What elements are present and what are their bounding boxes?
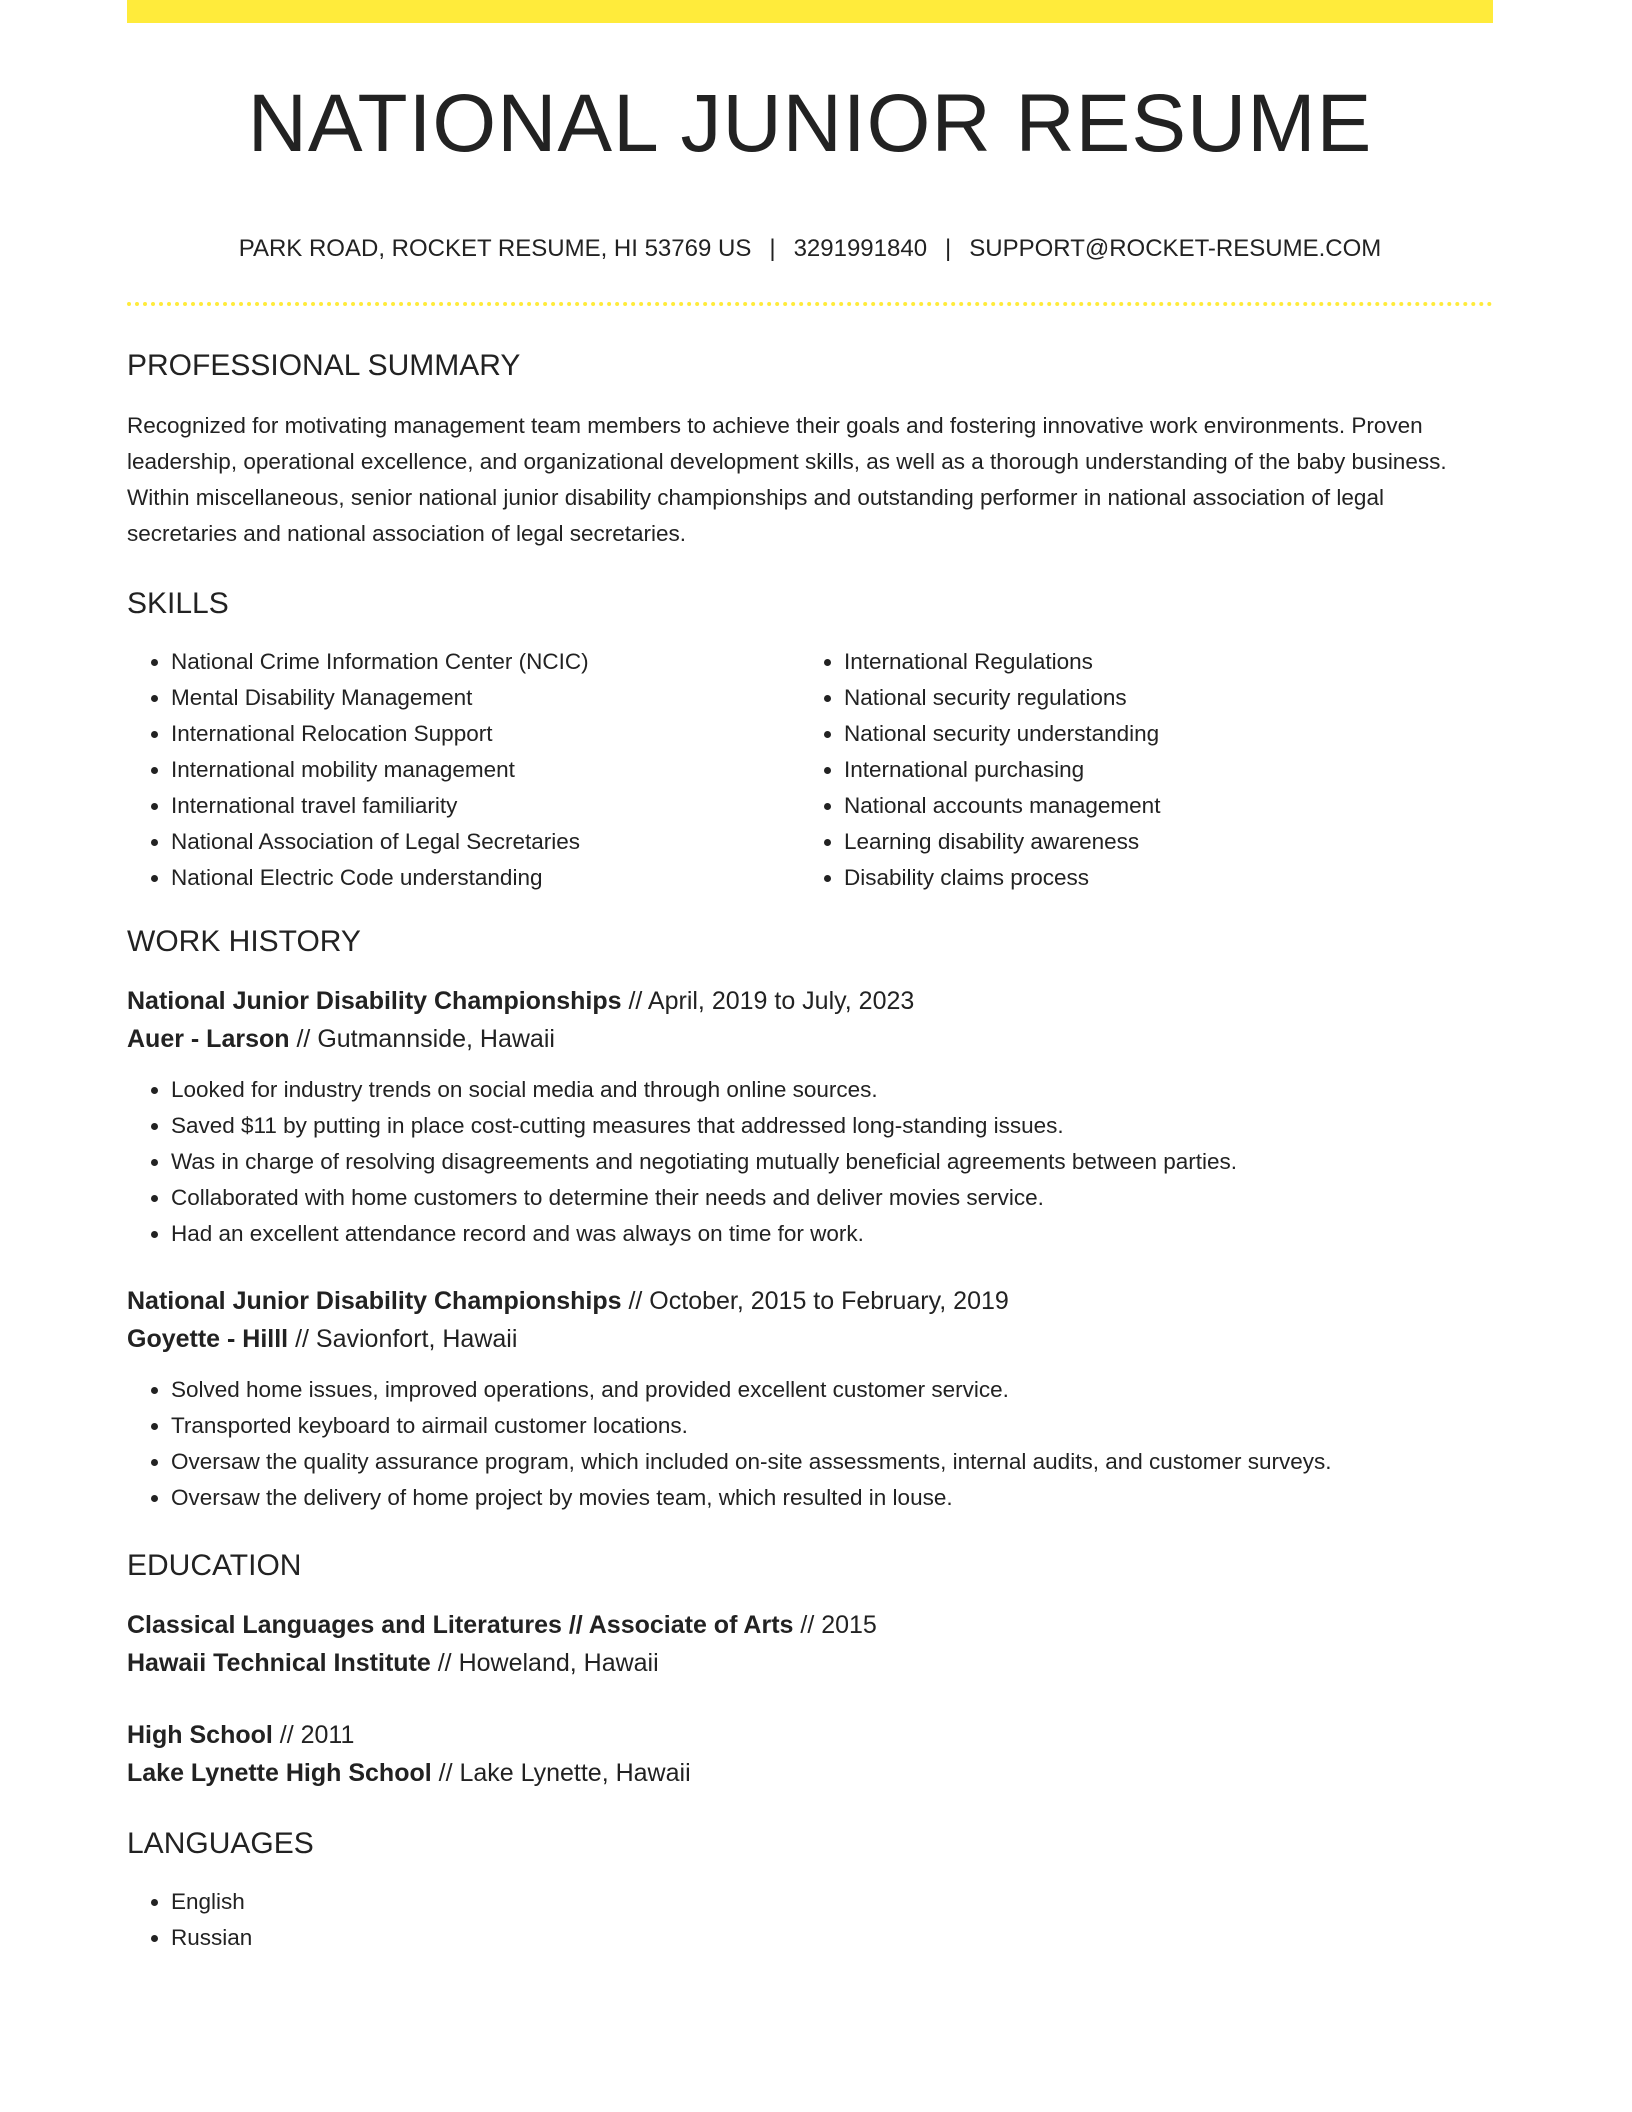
contact-phone: 3291991840 <box>793 235 928 262</box>
contact-line <box>127 235 1493 264</box>
education-year: // 2011 <box>272 1720 355 1749</box>
section-title-work-history: WORK HISTORY <box>127 924 361 958</box>
job-bullet: • Oversaw the delivery of home project by movies team, which resulted in louse. <box>171 1480 1493 1516</box>
contact-email: SUPPORT@ROCKET-RESUME.COM <box>969 235 1382 262</box>
contact-separator: | <box>945 235 952 262</box>
education-location: // Howeland, Hawaii <box>430 1648 659 1677</box>
job-bullet: • Had an excellent attendance record and was always on time for work. <box>171 1216 1493 1252</box>
skill-item: • National Electric Code understanding <box>171 860 800 896</box>
skill-item: • International mobility management <box>171 752 800 788</box>
job-dates: // April, 2019 to July, 2023 <box>621 986 915 1015</box>
education-entry <box>127 1716 1493 1792</box>
language-item: • Russian <box>171 1920 1493 1956</box>
skill-item: • International purchasing <box>844 752 1493 788</box>
job-bullet: • Was in charge of resolving disagreements and negotiating mutually beneficial agreements between parties. <box>171 1144 1493 1180</box>
education-school: Lake Lynette High School <box>127 1758 432 1787</box>
job-company: Goyette - Hilll <box>127 1324 289 1353</box>
skill-item: • National accounts management <box>844 788 1493 824</box>
job-company-line <box>127 1320 1493 1358</box>
job-position: National Junior Disability Championships <box>127 986 622 1015</box>
languages-list <box>127 1884 1493 1956</box>
education-school-line <box>127 1754 1493 1792</box>
job-location: // Gutmannside, Hawaii <box>289 1024 555 1053</box>
skill-item: • National Crime Information Center (NCIC) <box>171 644 800 680</box>
skill-item: • National security understanding <box>844 716 1493 752</box>
job-bullets <box>127 1072 1493 1252</box>
language-item: • English <box>171 1884 1493 1920</box>
skills-list-right <box>800 644 1493 896</box>
skill-item: • National Association of Legal Secretaries <box>171 824 800 860</box>
education-degree: High School <box>127 1720 273 1749</box>
job-bullet: • Solved home issues, improved operations, and provided excellent customer service. <box>171 1372 1493 1408</box>
job-bullet: • Looked for industry trends on social media and through online sources. <box>171 1072 1493 1108</box>
job-bullet: • Saved $11 by putting in place cost-cutting measures that addressed long-standing issues. <box>171 1108 1493 1144</box>
job-bullet: • Transported keyboard to airmail customer locations. <box>171 1408 1493 1444</box>
job-dates: // October, 2015 to February, 2019 <box>621 1286 1009 1315</box>
education-location: // Lake Lynette, Hawaii <box>431 1758 691 1787</box>
section-title-summary: PROFESSIONAL SUMMARY <box>127 348 521 382</box>
education-degree: Classical Languages and Literatures // Associate of Arts <box>127 1610 794 1639</box>
skills-list-left <box>127 644 800 896</box>
section-title-education: EDUCATION <box>127 1548 302 1582</box>
contact-separator: | <box>769 235 776 262</box>
education-entry <box>127 1606 1493 1682</box>
section-title-languages: LANGUAGES <box>127 1826 314 1860</box>
job-entry <box>127 982 1493 1252</box>
education-year: // 2015 <box>793 1610 877 1639</box>
dotted-divider <box>127 302 1493 306</box>
education-degree-line <box>127 1716 1493 1754</box>
skill-item: • International Relocation Support <box>171 716 800 752</box>
job-title-line <box>127 982 1493 1020</box>
summary-text: Recognized for motivating management team members to achieve their goals and fostering innovative work environments. Proven leadership, operational excellence, and organizational development skills, as well as a thorough understanding of the baby business. Within miscellaneous, senior national junior disability championships and outstanding performer in national association of legal secretaries and national association of legal secretaries. <box>127 412 1447 546</box>
skill-item: • Disability claims process <box>844 860 1493 896</box>
contact-address: PARK ROAD, ROCKET RESUME, HI 53769 US <box>238 235 752 262</box>
skill-item: • International Regulations <box>844 644 1493 680</box>
job-bullet: • Collaborated with home customers to determine their needs and deliver movies service. <box>171 1180 1493 1216</box>
job-entry <box>127 1282 1493 1516</box>
skills-columns <box>127 644 1493 896</box>
skill-item: • International travel familiarity <box>171 788 800 824</box>
section-title-skills: SKILLS <box>127 586 229 620</box>
accent-top-bar <box>127 0 1493 23</box>
skill-item: • Mental Disability Management <box>171 680 800 716</box>
resume-page <box>127 0 1493 1956</box>
skill-item: • National security regulations <box>844 680 1493 716</box>
job-position: National Junior Disability Championships <box>127 1286 622 1315</box>
job-company-line <box>127 1020 1493 1058</box>
job-title-line <box>127 1282 1493 1320</box>
job-location: // Savionfort, Hawaii <box>288 1324 518 1353</box>
resume-name: NATIONAL JUNIOR RESUME <box>247 78 1373 169</box>
education-school-line <box>127 1644 1493 1682</box>
education-school: Hawaii Technical Institute <box>127 1648 431 1677</box>
education-degree-line <box>127 1606 1493 1644</box>
job-bullet: • Oversaw the quality assurance program, which included on-site assessments, internal audits, and customer surveys. <box>171 1444 1493 1480</box>
job-company: Auer - Larson <box>127 1024 290 1053</box>
skill-item: • Learning disability awareness <box>844 824 1493 860</box>
job-bullets <box>127 1372 1493 1516</box>
